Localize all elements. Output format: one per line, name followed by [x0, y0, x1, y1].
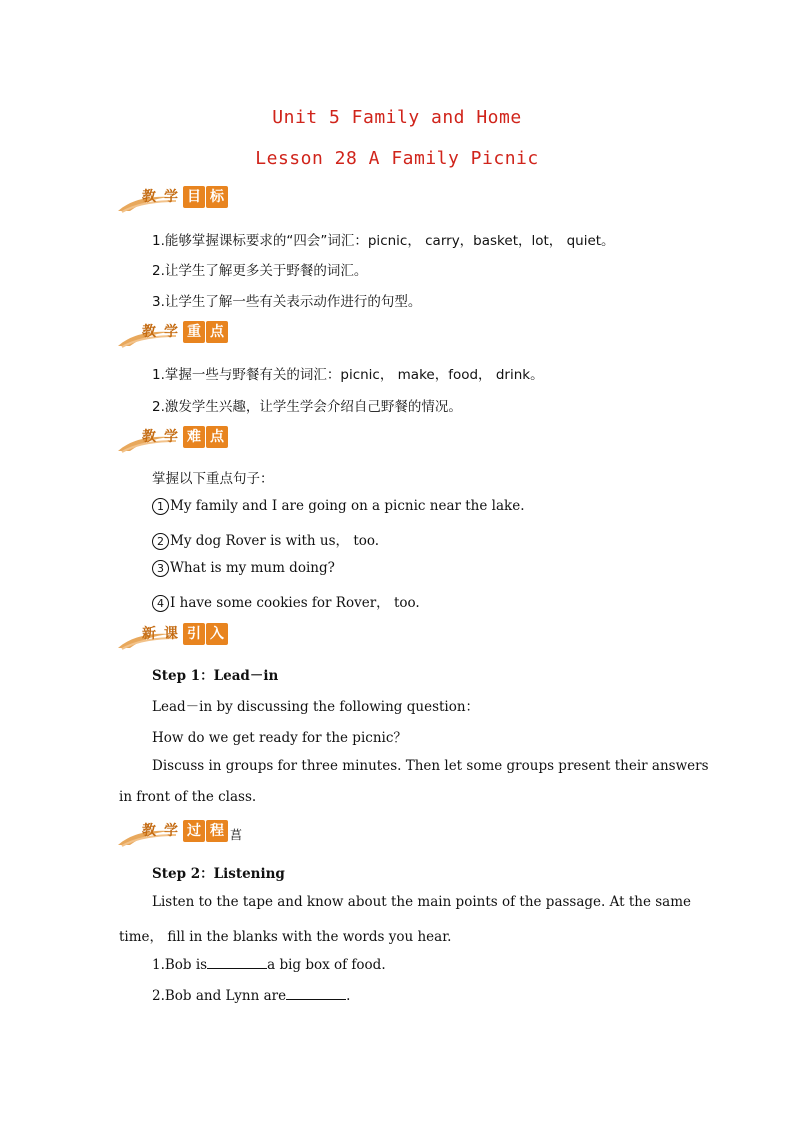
heading-char: 入 [206, 623, 228, 645]
body-paragraph-line: time， fill in the blanks with the words you hear. [119, 929, 452, 945]
stray-char: 菖 [230, 828, 243, 842]
difficulty-intro: 掌握以下重点句子： [152, 471, 274, 487]
heading-char: 程 [206, 820, 228, 842]
objective-item: 3.让学生了解一些有关表示动作进行的句型。 [152, 294, 422, 310]
heading-char: 引 [183, 623, 205, 645]
step-heading: Step 1：Lead－in [152, 668, 279, 684]
heading-char: 教 [142, 324, 156, 340]
heading-process [116, 819, 256, 849]
sentence-text: My dog Rover is with us， too. [170, 533, 380, 549]
fill-blank-item [152, 956, 386, 973]
blank-prefix: 1.Bob is [152, 957, 208, 973]
body-text: How do we get ready for the picnic？ [152, 730, 407, 746]
heading-char: 点 [206, 321, 228, 343]
heading-char: 难 [183, 426, 205, 448]
sentence-text: I have some cookies for Rover， too. [170, 595, 420, 611]
heading-char: 新 [142, 626, 156, 642]
body-paragraph-line: Listen to the tape and know about the main points of the passage. At the same [152, 894, 692, 910]
sentence-text: My family and I are going on a picnic near the lake. [170, 498, 525, 514]
heading-char: 教 [142, 823, 156, 839]
circled-number: 1 [152, 498, 169, 515]
heading-char: 重 [183, 321, 205, 343]
objective-item: 1.能够掌握课标要求的“四会”词汇：picnic， carry，basket，lot， quiet。 [152, 233, 615, 249]
circled-number: 2 [152, 533, 169, 550]
heading-char: 课 [164, 626, 178, 642]
answer-blank[interactable] [207, 956, 267, 969]
key-point-item: 1.掌握一些与野餐有关的词汇：picnic， make，food， drink。 [152, 367, 544, 383]
heading-objectives [116, 185, 236, 215]
heading-char: 点 [206, 426, 228, 448]
heading-char: 目 [183, 186, 205, 208]
heading-char: 教 [142, 189, 156, 205]
heading-char: 学 [164, 189, 178, 205]
body-paragraph-line: Discuss in groups for three minutes. Then let some groups present their answers [152, 758, 709, 774]
heading-char: 教 [142, 429, 156, 445]
blank-prefix: 2.Bob and Lynn are [152, 988, 287, 1004]
heading-char: 标 [206, 186, 228, 208]
fill-blank-item [152, 987, 350, 1004]
key-sentence [152, 560, 335, 577]
heading-intro-lesson [116, 622, 236, 652]
heading-char: 学 [164, 324, 178, 340]
blank-suffix: . [346, 988, 351, 1004]
unit-title: Unit 5 Family and Home [272, 107, 522, 128]
body-text: Lead－in by discussing the following question： [152, 699, 480, 715]
sentence-text: What is my mum doing? [170, 560, 335, 576]
answer-blank[interactable] [286, 987, 346, 1000]
heading-key-points [116, 320, 236, 350]
lesson-title: Lesson 28 A Family Picnic [255, 148, 539, 169]
step-heading: Step 2：Listening [152, 866, 285, 882]
key-sentence [152, 498, 524, 515]
circled-number: 4 [152, 595, 169, 612]
key-sentence [152, 529, 379, 550]
objective-item: 2.让学生了解更多关于野餐的词汇。 [152, 263, 368, 279]
heading-difficulties [116, 425, 236, 455]
circled-number: 3 [152, 560, 169, 577]
blank-suffix: a big box of food. [267, 957, 386, 973]
heading-char: 过 [183, 820, 205, 842]
heading-char: 学 [164, 429, 178, 445]
key-point-item: 2.激发学生兴趣，让学生学会介绍自己野餐的情况。 [152, 399, 462, 415]
body-paragraph-line: in front of the class. [119, 789, 257, 805]
key-sentence [152, 591, 420, 612]
heading-char: 学 [164, 823, 178, 839]
